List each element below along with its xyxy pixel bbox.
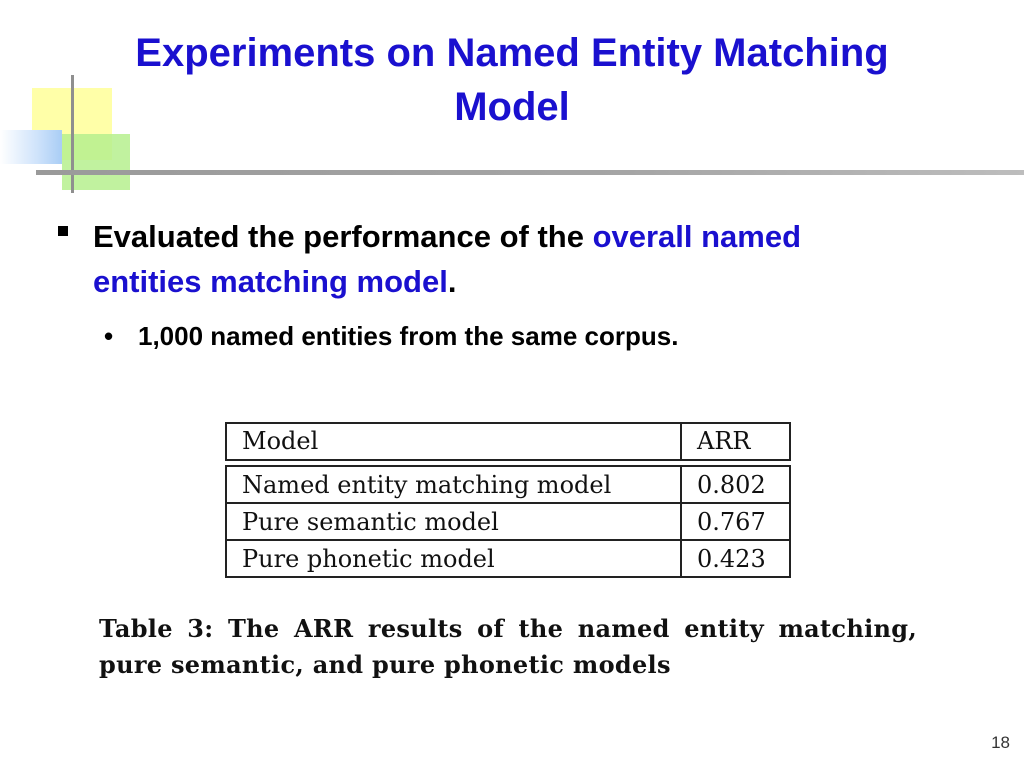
table-cell-model: Named entity matching model [242,471,612,499]
bullet-text-end: . [447,264,457,299]
decor-blue-square [0,130,62,164]
bullet-text-plain: Evaluated the performance of the [93,219,593,254]
table-row [225,541,789,577]
bullet-text-highlight: overall named entities matching model [93,219,802,299]
bullet-level1-text [93,214,883,304]
table-cell-arr: 0.767 [697,508,766,536]
table-caption: Table 3: The ARR results of the named entity matching, pure semantic, and pure phonetic models [99,614,917,679]
table-header-arr: ARR [697,427,751,455]
table-header-row [225,423,789,459]
decor-vertical-line [71,75,74,193]
slide-title: Experiments on Named Entity Matching Model [135,31,889,129]
table-cell-arr: 0.423 [697,545,766,573]
table-row [225,467,789,503]
round-bullet-icon: • [104,321,114,351]
bullet-level2-text: 1,000 named entities from the same corpus. [138,321,679,351]
title-divider-line [36,170,1024,175]
table-row [225,504,789,540]
page-number: 18 [991,733,1010,752]
square-bullet-icon [58,226,68,236]
table-header-model: Model [242,427,319,455]
table-cell-model: Pure phonetic model [242,545,495,573]
table-cell-model: Pure semantic model [242,508,499,536]
table-cell-arr: 0.802 [697,471,766,499]
